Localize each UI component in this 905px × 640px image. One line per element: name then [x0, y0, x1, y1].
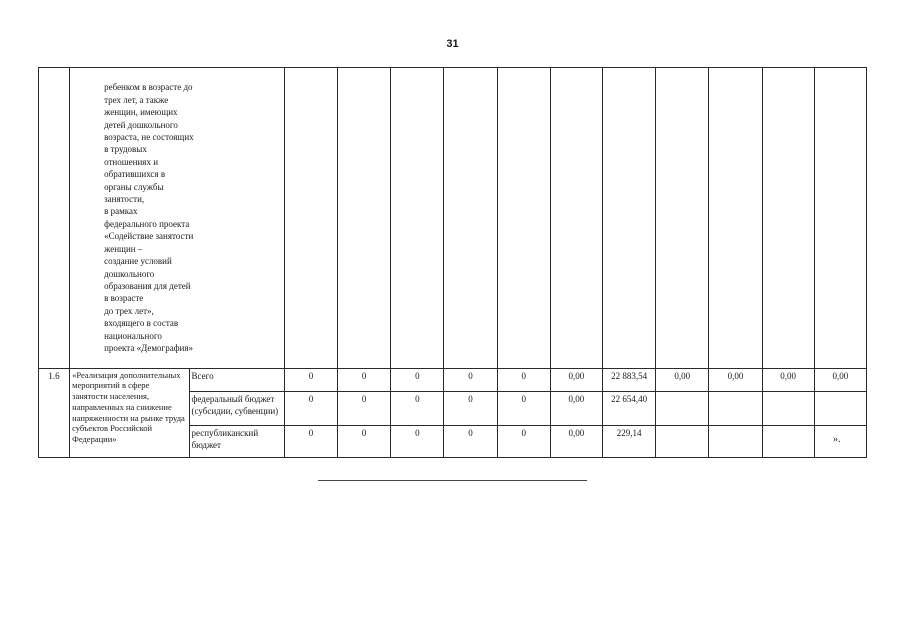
value-cell: 0 — [338, 391, 391, 425]
value-cell: 0 — [497, 391, 550, 425]
empty-cell — [284, 68, 337, 369]
value-cell: 0 — [497, 368, 550, 391]
value-cell: 0 — [444, 391, 497, 425]
empty-cell — [656, 68, 709, 369]
value-cell: 0,00 — [709, 368, 762, 391]
empty-cell — [814, 68, 866, 369]
value-cell — [709, 425, 762, 457]
closing-quote: ». — [833, 434, 841, 445]
page-number: 31 — [446, 38, 459, 50]
value-cell: 22 883,54 — [603, 368, 656, 391]
value-cell: 0,00 — [550, 368, 602, 391]
row-description: «Реализация дополнительных мероприятий в сфере занятости населения, направленных на снижение напряженности на рынке труда субъектов Российской Федерации» — [70, 368, 189, 457]
budget-table — [38, 67, 867, 458]
empty-cell — [603, 68, 656, 369]
number-cell — [39, 68, 70, 369]
separator-line — [318, 480, 587, 481]
value-cell: 0,00 — [550, 425, 602, 457]
row-number: 1.6 — [39, 368, 70, 457]
empty-cell — [709, 68, 762, 369]
value-cell: 0 — [338, 425, 391, 457]
value-cell — [656, 425, 709, 457]
value-cell — [762, 391, 814, 425]
value-cell: 229,14 — [603, 425, 656, 457]
empty-cell — [550, 68, 602, 369]
source-label: Всего — [189, 368, 284, 391]
value-cell: 0,00 — [762, 368, 814, 391]
table-row-continued — [39, 68, 867, 369]
value-cell: 0 — [497, 425, 550, 457]
empty-cell — [497, 68, 550, 369]
empty-cell — [444, 68, 497, 369]
value-cell: 0 — [284, 391, 337, 425]
empty-cell — [391, 68, 444, 369]
table-row-total — [39, 368, 867, 391]
value-cell: 0 — [391, 368, 444, 391]
value-cell: 0 — [391, 425, 444, 457]
value-cell — [762, 425, 814, 457]
value-cell: 22 654,40 — [603, 391, 656, 425]
value-cell: 0 — [284, 368, 337, 391]
source-label: республиканский бюджет — [189, 425, 284, 457]
value-cell: 0,00 — [550, 391, 602, 425]
source-label: федеральный бюджет (субсидии, субвенции) — [189, 391, 284, 425]
value-cell: 0 — [338, 368, 391, 391]
value-cell: 0 — [444, 368, 497, 391]
value-cell — [656, 391, 709, 425]
value-cell: 0,00 — [814, 368, 866, 391]
value-cell: 0 — [284, 425, 337, 457]
value-cell — [709, 391, 762, 425]
continued-description-cell — [70, 68, 285, 369]
value-cell: 0,00 — [656, 368, 709, 391]
empty-cell — [762, 68, 814, 369]
value-cell: 0 — [444, 425, 497, 457]
continued-description: ребенком в возрасте до трех лет, а также женщин, имеющих детей дошкольного возраста, не состоящих в трудовых отношениях и обратившихся в органы службы занятости, в рамках федерального проекта «Содействие занятости женщин – создание условий дошкольного образования для детей в возрасте до трех лет», входящего в состав национального проекта «Демография» — [104, 82, 194, 353]
value-cell — [814, 391, 866, 425]
empty-cell — [338, 68, 391, 369]
value-cell: 0 — [391, 391, 444, 425]
